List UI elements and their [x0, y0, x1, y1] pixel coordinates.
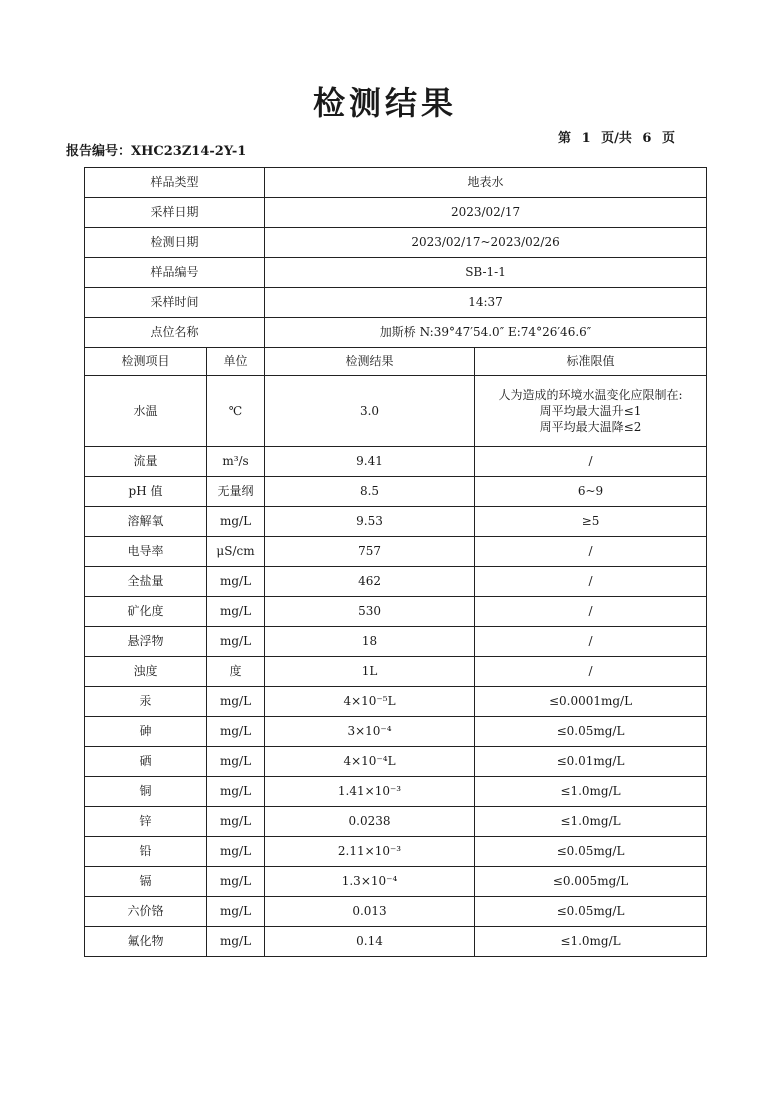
- item-cell: 六价铬: [85, 897, 207, 927]
- unit-cell: mg/L: [207, 837, 265, 867]
- result-cell: 9.53: [265, 507, 475, 537]
- unit-cell: mg/L: [207, 927, 265, 957]
- item-cell: 流量: [85, 447, 207, 477]
- standard-line: 周平均最大温降≤2: [539, 420, 642, 435]
- result-cell: 0.0238: [265, 807, 475, 837]
- standard-cell: [475, 477, 707, 507]
- unit-cell: mg/L: [207, 867, 265, 897]
- result-cell: 1.3×10⁻⁴: [265, 867, 475, 897]
- result-cell: 18: [265, 627, 475, 657]
- header-standard: 标准限值: [475, 348, 707, 376]
- unit-cell: mg/L: [207, 627, 265, 657]
- table-row: [85, 376, 707, 447]
- meta-label: 检测日期: [85, 228, 265, 258]
- table-row: [85, 507, 707, 537]
- unit-cell: mg/L: [207, 687, 265, 717]
- standard-cell: [475, 807, 707, 837]
- standard-line: ≤0.05mg/L: [556, 844, 625, 859]
- result-cell: 3.0: [265, 376, 475, 447]
- unit-cell: ℃: [207, 376, 265, 447]
- standard-line: 6~9: [577, 484, 604, 499]
- item-cell: 砷: [85, 717, 207, 747]
- item-cell: 浊度: [85, 657, 207, 687]
- table-row: [85, 657, 707, 687]
- table-row: [85, 927, 707, 957]
- standard-line: /: [588, 454, 593, 469]
- item-cell: 全盐量: [85, 567, 207, 597]
- standard-line: /: [588, 574, 593, 589]
- page-title: 检测结果: [312, 84, 457, 122]
- item-cell: 水温: [85, 376, 207, 447]
- meta-value: SB-1-1: [265, 258, 707, 288]
- item-cell: 镉: [85, 867, 207, 897]
- item-cell: pH 值: [85, 477, 207, 507]
- report-number-value: XHC23Z14-2Y-1: [131, 144, 247, 159]
- result-cell: 9.41: [265, 447, 475, 477]
- standard-cell: [475, 927, 707, 957]
- standard-cell: [475, 597, 707, 627]
- standard-cell: [475, 747, 707, 777]
- result-cell: 3×10⁻⁴: [265, 717, 475, 747]
- table-row: [85, 807, 707, 837]
- unit-cell: mg/L: [207, 807, 265, 837]
- table-row: [85, 897, 707, 927]
- meta-value: 加斯桥 N:39°47′54.0″ E:74°26′46.6″: [265, 318, 707, 348]
- header-row: [85, 348, 707, 376]
- standard-line: ≤0.05mg/L: [556, 724, 625, 739]
- standard-cell: [475, 717, 707, 747]
- standard-cell: [475, 687, 707, 717]
- header-result: 检测结果: [265, 348, 475, 376]
- meta-label: 点位名称: [85, 318, 265, 348]
- report-number: [66, 140, 246, 159]
- item-cell: 矿化度: [85, 597, 207, 627]
- result-cell: 4×10⁻⁴L: [265, 747, 475, 777]
- standard-cell: [475, 867, 707, 897]
- result-cell: 0.013: [265, 897, 475, 927]
- meta-label: 采样日期: [85, 198, 265, 228]
- result-cell: 530: [265, 597, 475, 627]
- meta-row: [85, 168, 707, 198]
- result-cell: 2.11×10⁻³: [265, 837, 475, 867]
- standard-line: ≤1.0mg/L: [560, 934, 621, 949]
- report-number-label: 报告编号：: [66, 144, 132, 159]
- standard-line: ≤0.01mg/L: [556, 754, 625, 769]
- table-row: [85, 447, 707, 477]
- item-cell: 悬浮物: [85, 627, 207, 657]
- standard-cell: [475, 627, 707, 657]
- unit-cell: mg/L: [207, 777, 265, 807]
- item-cell: 溶解氧: [85, 507, 207, 537]
- unit-cell: 无量纲: [207, 477, 265, 507]
- standard-cell: [475, 447, 707, 477]
- unit-cell: mg/L: [207, 507, 265, 537]
- unit-cell: mg/L: [207, 747, 265, 777]
- standard-cell: [475, 837, 707, 867]
- standard-cell: [475, 657, 707, 687]
- item-cell: 铅: [85, 837, 207, 867]
- meta-label: 样品类型: [85, 168, 265, 198]
- unit-cell: m³/s: [207, 447, 265, 477]
- standard-line: ≤0.05mg/L: [556, 904, 625, 919]
- table-row: [85, 687, 707, 717]
- standard-line: ≤0.0001mg/L: [548, 694, 633, 709]
- item-cell: 电导率: [85, 537, 207, 567]
- standard-line: /: [588, 634, 593, 649]
- meta-row: [85, 198, 707, 228]
- standard-line: 人为造成的环境水温变化应限制在:: [498, 387, 683, 402]
- item-cell: 汞: [85, 687, 207, 717]
- meta-label: 样品编号: [85, 258, 265, 288]
- unit-cell: mg/L: [207, 717, 265, 747]
- result-cell: 1.41×10⁻³: [265, 777, 475, 807]
- meta-value: 14:37: [265, 288, 707, 318]
- header-unit: 单位: [207, 348, 265, 376]
- item-cell: 锌: [85, 807, 207, 837]
- standard-line: ≤0.005mg/L: [552, 874, 629, 889]
- result-cell: 1L: [265, 657, 475, 687]
- unit-cell: mg/L: [207, 897, 265, 927]
- standard-line: ≤1.0mg/L: [560, 784, 621, 799]
- standard-cell: [475, 567, 707, 597]
- results-table: [84, 167, 707, 957]
- table-row: [85, 747, 707, 777]
- standard-cell: [475, 507, 707, 537]
- meta-value: 2023/02/17: [265, 198, 707, 228]
- table-row: [85, 717, 707, 747]
- header-item: 检测项目: [85, 348, 207, 376]
- meta-value: 地表水: [265, 168, 707, 198]
- standard-line: /: [588, 544, 593, 559]
- unit-cell: mg/L: [207, 597, 265, 627]
- standard-line: ≥5: [581, 514, 600, 529]
- standard-cell: [475, 537, 707, 567]
- meta-row: [85, 288, 707, 318]
- item-cell: 硒: [85, 747, 207, 777]
- table-row: [85, 777, 707, 807]
- meta-row: [85, 258, 707, 288]
- table-row: [85, 567, 707, 597]
- page-indicator: 第 1 页/共 6 页: [558, 131, 675, 146]
- table-row: [85, 837, 707, 867]
- table-row: [85, 537, 707, 567]
- standard-line: /: [588, 604, 593, 619]
- standard-line: ≤1.0mg/L: [560, 814, 621, 829]
- standard-line: 周平均最大温升≤1: [539, 403, 642, 418]
- table-row: [85, 627, 707, 657]
- meta-row: [85, 228, 707, 258]
- item-cell: 氟化物: [85, 927, 207, 957]
- meta-value: 2023/02/17~2023/02/26: [265, 228, 707, 258]
- table-row: [85, 597, 707, 627]
- table-row: [85, 867, 707, 897]
- meta-row: [85, 318, 707, 348]
- result-cell: 757: [265, 537, 475, 567]
- table-row: [85, 477, 707, 507]
- result-cell: 8.5: [265, 477, 475, 507]
- item-cell: 铜: [85, 777, 207, 807]
- unit-cell: μS/cm: [207, 537, 265, 567]
- meta-label: 采样时间: [85, 288, 265, 318]
- result-cell: 462: [265, 567, 475, 597]
- standard-cell: [475, 897, 707, 927]
- standard-cell: [475, 376, 707, 447]
- result-cell: 0.14: [265, 927, 475, 957]
- unit-cell: mg/L: [207, 567, 265, 597]
- unit-cell: 度: [207, 657, 265, 687]
- result-cell: 4×10⁻⁵L: [265, 687, 475, 717]
- standard-cell: [475, 777, 707, 807]
- standard-line: /: [588, 664, 593, 679]
